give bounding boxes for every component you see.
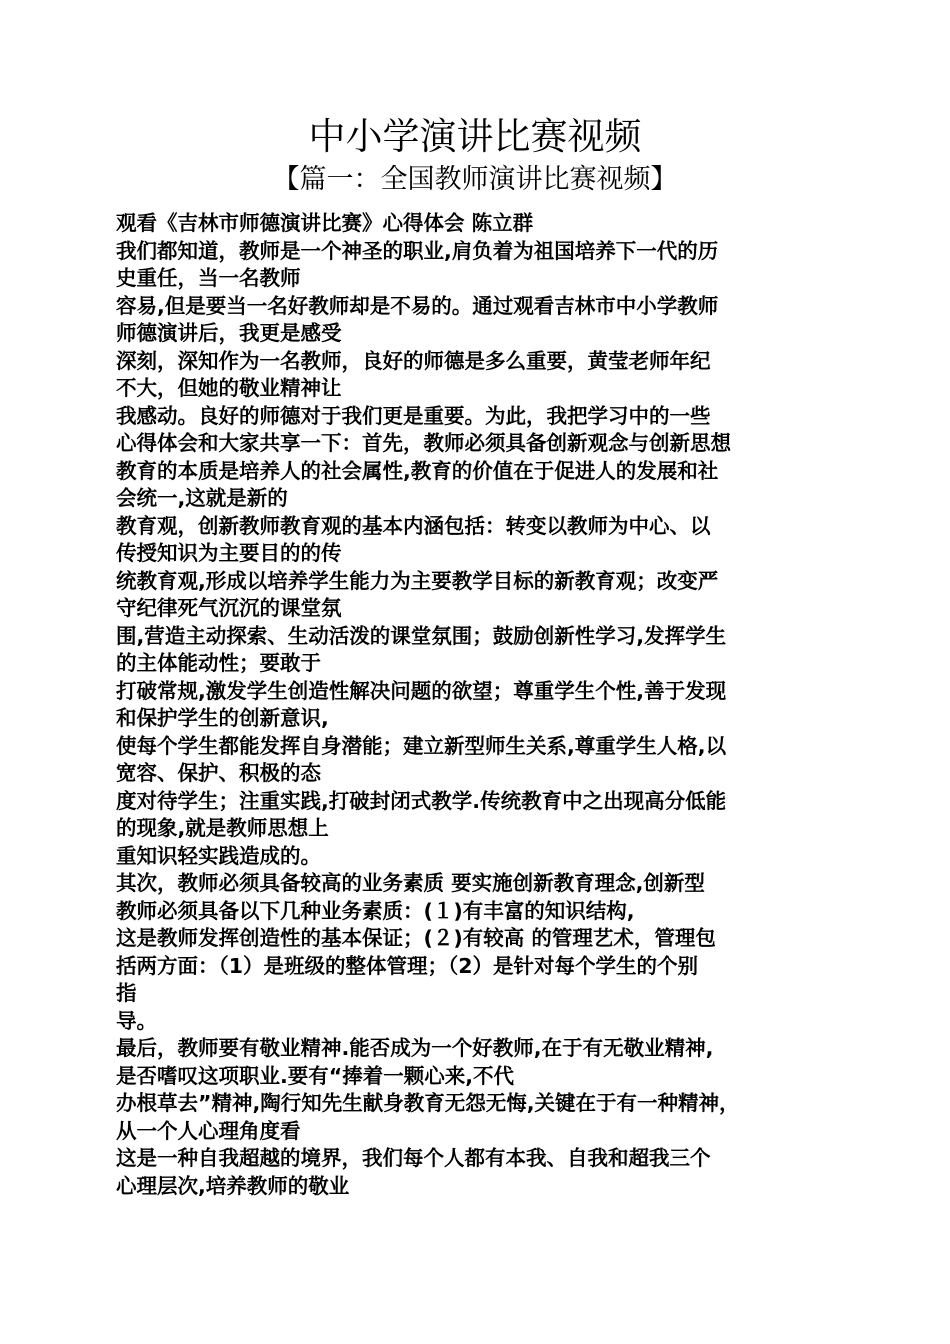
- text-line: 教育的本质是培养人的社会属性,教育的价值在于促进人的发展和社: [116, 458, 719, 483]
- text-line: 的主体能动性；要敢于: [116, 651, 321, 675]
- text-line: 教师必须具备以下几种业务素质：(１)有丰富的知识结构,: [116, 898, 635, 923]
- text-line: 的现象,就是教师思想上: [116, 816, 329, 840]
- text-line: 我们都知道，教师是一个神圣的职业,肩负着为祖国培养下一代的历: [116, 238, 719, 263]
- text-line: 这是一种自我超越的境界，我们每个人都有本我、自我和超我三个: [116, 1146, 711, 1170]
- text-line: 深刻，深知作为一名教师，良好的师德是多么重要，黄莹老师年纪: [116, 348, 711, 373]
- text-line: 教育观，创新教师教育观的基本内涵包括：转变以教师为中心、以: [116, 513, 711, 538]
- text-line: 宽容、保护、积极的态: [116, 761, 321, 785]
- text-line: 使每个学生都能发挥自身潜能；建立新型师生关系,尊重学生人格,以: [116, 733, 727, 758]
- text-line: 括两方面：（1）是班级的整体管理；（2）是针对每个学生的个别: [116, 953, 699, 978]
- text-line: 不大，但她的敬业精神让: [116, 376, 342, 400]
- text-line: 打破常规,激发学生创造性解决问题的欲望；尊重学生个性,善于发现: [116, 678, 727, 703]
- page-subtitle: 【篇一：全国教师演讲比赛视频】: [272, 164, 678, 195]
- text-line: 指: [116, 981, 137, 1005]
- text-line: 是否嗜叹这项职业.要有“捧着一颗心来,不代: [116, 1063, 515, 1088]
- body-text: [116, 210, 836, 1200]
- text-line: 心理层次,培养教师的敬业: [116, 1173, 350, 1198]
- text-line: 观看《吉林市师德演讲比赛》心得体会 陈立群: [116, 211, 534, 235]
- page-title: 中小学演讲比赛视频: [308, 115, 642, 158]
- text-line: 我感动。良好的师德对于我们更是重要。为此，我把学习中的一些: [116, 403, 711, 428]
- text-line: 最后，教师要有敬业精神.能否成为一个好教师,在于有无敬业精神,: [116, 1036, 714, 1060]
- text-line: 会统一,这就是新的: [116, 486, 288, 510]
- text-line: 重知识轻实践造成的。: [116, 843, 321, 868]
- text-line: 围,营造主动探索、生动活泼的课堂氛围；鼓励创新性学习,发挥学生: [116, 623, 727, 648]
- text-line: 度对待学生；注重实践,打破封闭式教学.传统教育中之出现高分低能: [116, 788, 727, 813]
- text-line: 史重任，当一名教师: [116, 266, 301, 290]
- text-line: 守纪律死气沉沉的课堂氛: [116, 596, 342, 620]
- text-line: 其次，教师必须具备较高的业务素质 要实施创新教育理念,创新型: [116, 871, 705, 895]
- text-line: 从一个人心理角度看: [116, 1118, 301, 1143]
- text-line: 和保护学生的创新意识,: [116, 706, 329, 730]
- text-line: 师德演讲后，我更是感受: [116, 321, 342, 345]
- text-line: 这是教师发挥创造性的基本保证；(２)有较高 的管理艺术，管理包: [116, 926, 716, 950]
- text-line: 统教育观,形成以培养学生能力为主要教学目标的新教育观；改变严: [116, 568, 719, 593]
- text-line: 容易,但是要当一名好教师却是不易的。通过观看吉林市中小学教师: [116, 293, 719, 318]
- text-line: 导。: [116, 1008, 157, 1033]
- text-line: 传授知识为主要目的的传: [116, 541, 342, 565]
- text-line: 心得体会和大家共享一下：首先，教师必须具备创新观念与创新思想: [116, 431, 731, 455]
- text-line: 办根草去”精神,陶行知先生献身教育无怨无悔,关键在于有一种精神，: [116, 1091, 740, 1115]
